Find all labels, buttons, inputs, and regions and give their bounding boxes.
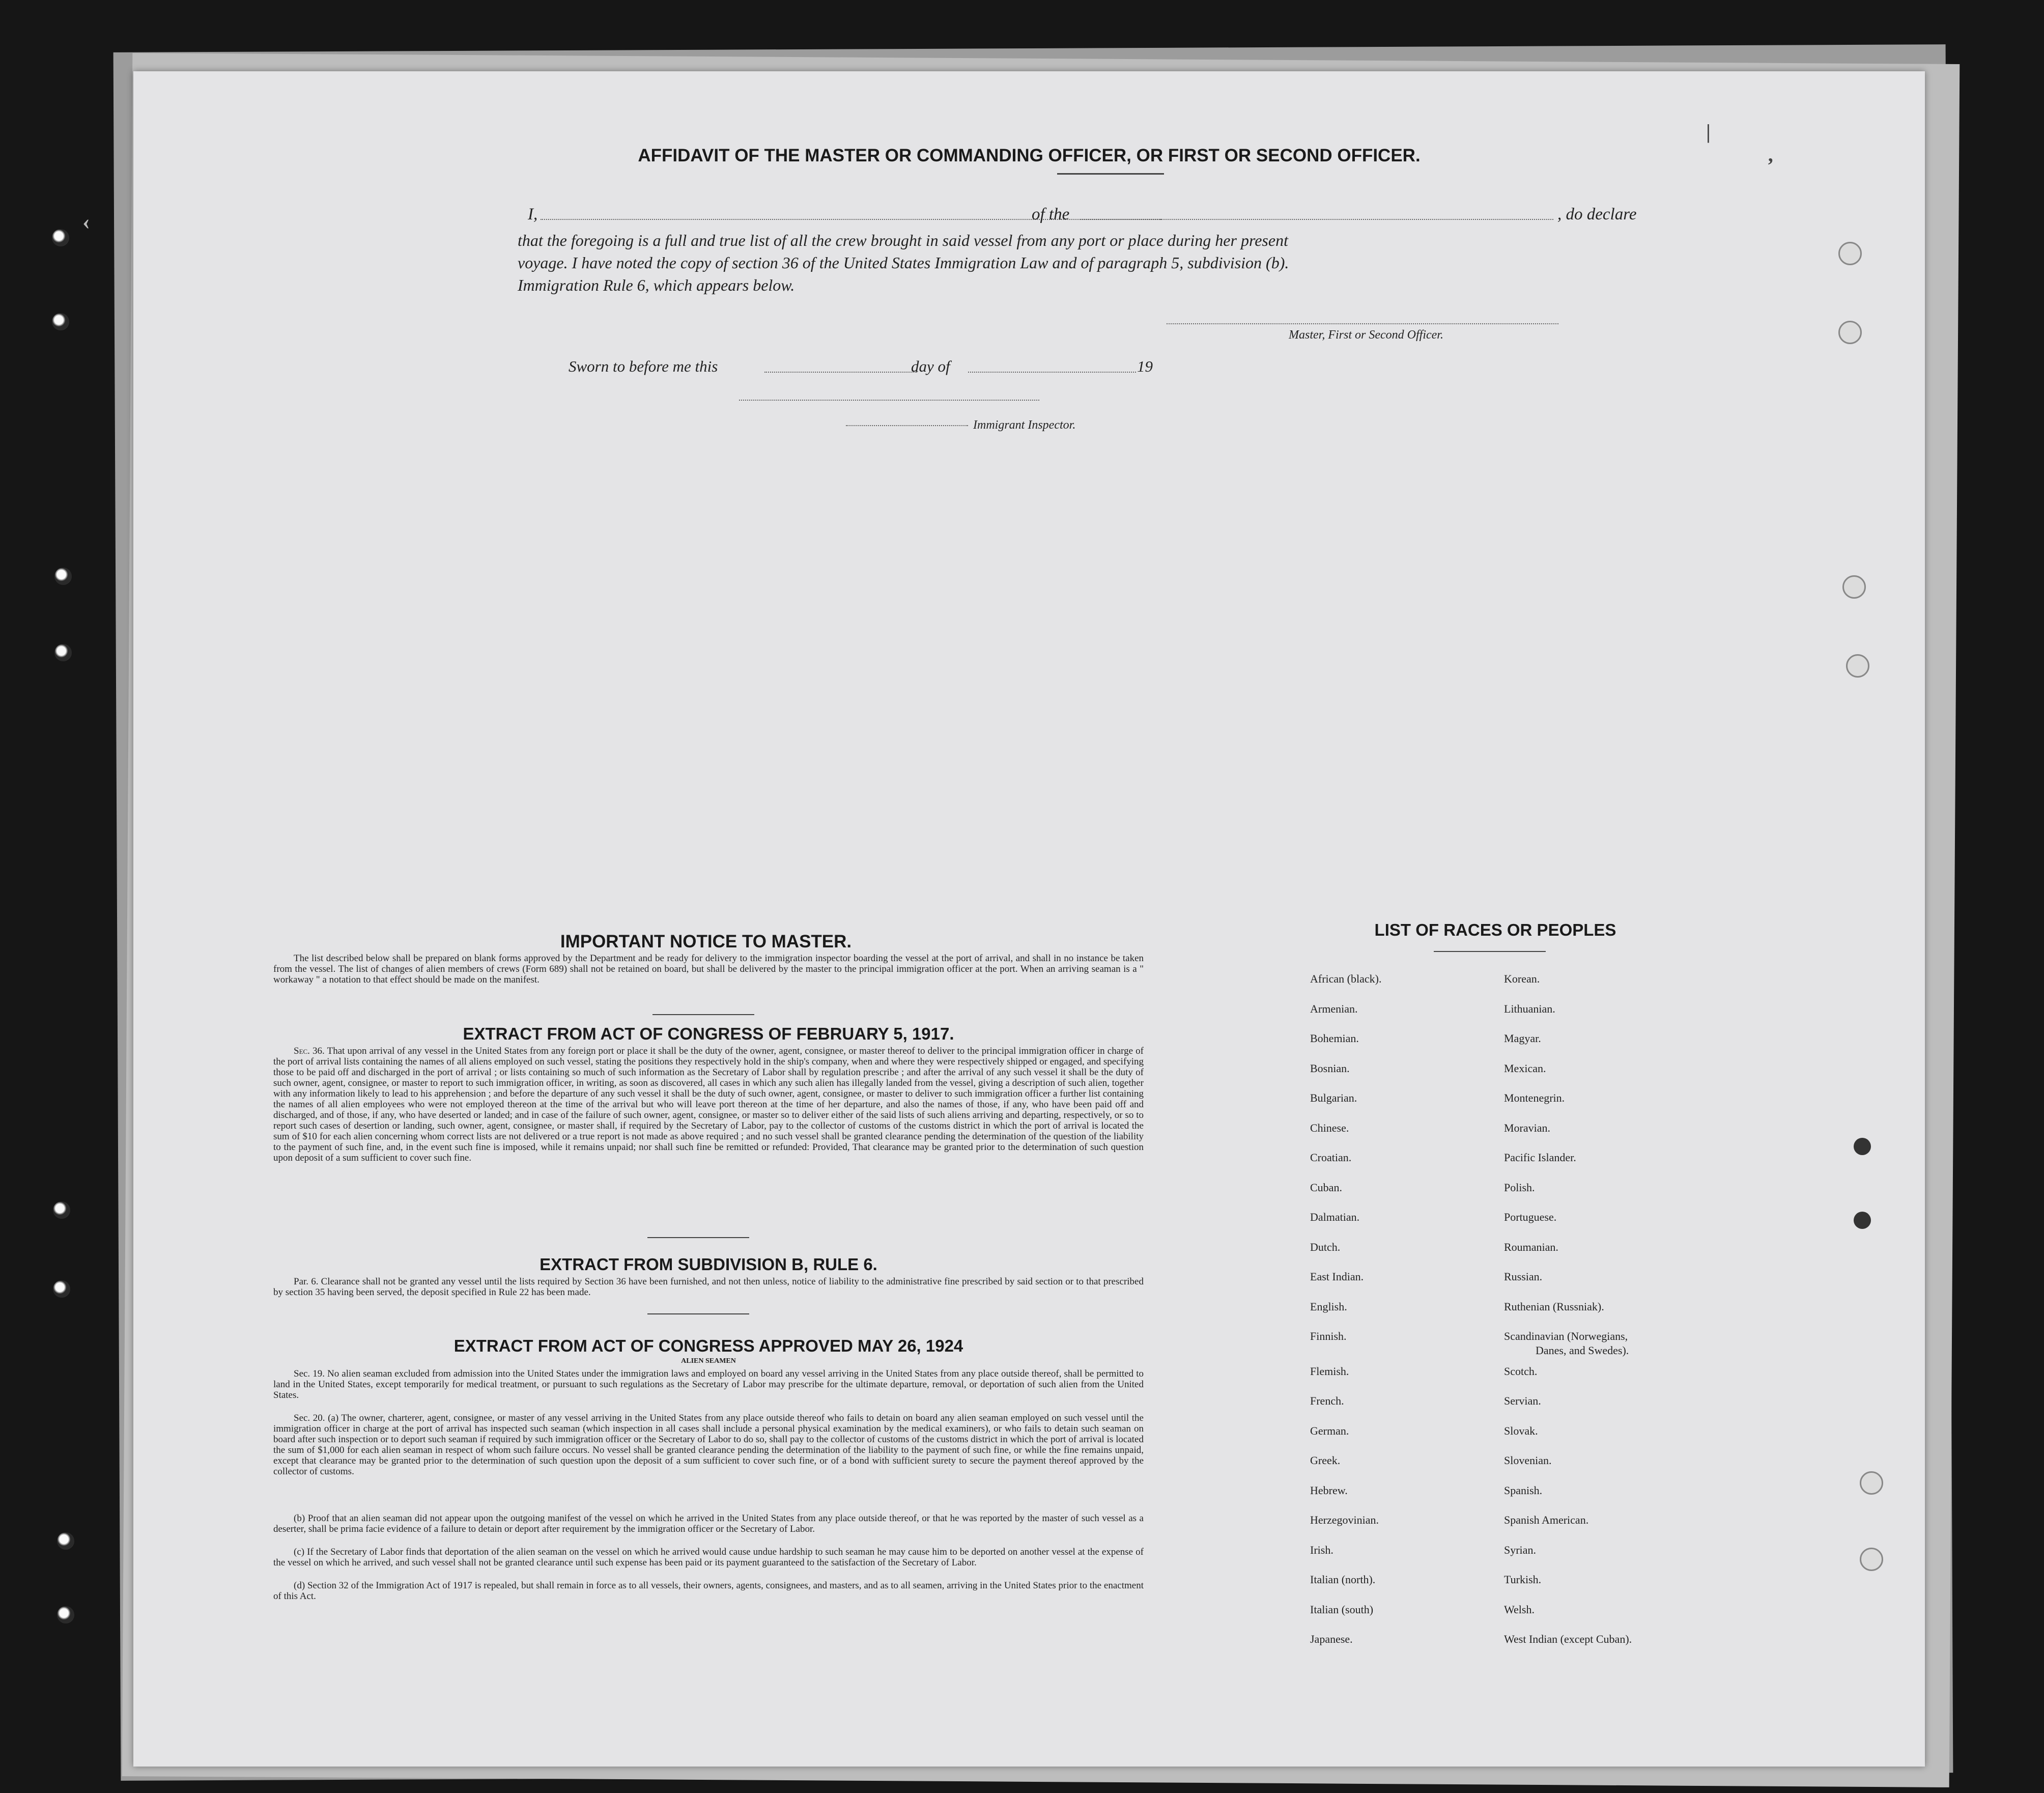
stray-mark: ‚ [1767, 143, 1774, 166]
race-item: Croatian. [1310, 1151, 1352, 1164]
inspector-name-blank[interactable] [846, 425, 968, 426]
punch-hole [57, 1532, 74, 1550]
race-item: German. [1310, 1424, 1349, 1437]
punch-hole [53, 1280, 70, 1298]
stray-mark: | [1706, 120, 1711, 143]
day-of-label: day of [911, 357, 950, 375]
race-item: Bosnian. [1310, 1061, 1350, 1075]
race-item: Syrian. [1504, 1543, 1536, 1556]
extract-1917-text [273, 1046, 1144, 1163]
race-item: Japanese. [1310, 1633, 1353, 1645]
race-item: East Indian. [1310, 1270, 1364, 1283]
punch-hole [52, 229, 69, 246]
affidavit-title: AFFIDAVIT OF THE MASTER OR COMMANDING OFFICER, OR FIRST OR SECOND OFFICER. [638, 146, 1421, 165]
sec-20d-text: (d) Section 32 of the Immigration Act of 1917 is repealed, but shall remain in force as to all vessels, their owners, agents, consignees, and masters, and as to all seamen, arriving in the United States prior to the enactment of this Act. [273, 1580, 1144, 1602]
races-rule [1434, 951, 1546, 952]
race-item: Finnish. [1310, 1330, 1347, 1342]
race-item: Turkish. [1504, 1573, 1542, 1586]
race-item: West Indian (except Cuban). [1504, 1633, 1632, 1645]
race-item: African (black). [1310, 972, 1382, 985]
race-item: Herzegovinian. [1310, 1514, 1379, 1526]
race-item: Italian (north). [1310, 1573, 1376, 1586]
extract-1924-subtitle: ALIEN SEAMEN [681, 1357, 736, 1365]
race-item: Chinese. [1310, 1121, 1349, 1134]
sec-20a-text: Sec. 20. (a) The owner, charterer, agent, consignee, or master of any vessel arriving in the United States from any place outside thereof who fails to detain on board any alien seaman employed on such vessel until the immigration officer in charge at the port of arrival has inspected such seaman (which inspection in all cases shall include a personal physical examination by the medical examiners), or who fails to detain such seaman on board after such inspection or to deport such seaman if required by such immigration officer or the Secretary of Labor to do so, shall pay to the collector of customs of the customs district in which the port of arrival is located the sum of $1,000 for each alien seaman in respect of whom such failure occurs. No vessel shall be granted clearance pending the determination of the liability to the payment of such fine, or while the fine remains unpaid, except that clearance may be granted prior to the determination of such question upon the deposit of a sum sufficient to cover such fine, or of a bond with sufficient surety to secure the payment thereof approved by the collector of customs. [273, 1413, 1144, 1477]
race-item: Spanish. [1504, 1483, 1543, 1497]
race-item: Italian (south) [1310, 1603, 1374, 1616]
race-item: Welsh. [1504, 1603, 1535, 1616]
sec-20b-text: (b) Proof that an alien seaman did not appear upon the outgoing manifest of the vessel on which he arrived in the United States from any place outside thereof, or that he was reported by the master of such vessel as a deserter, shall be prima facie evidence of a failure to detain or deport after requirement by the immigration officer or the Secretary of Labor. [273, 1513, 1144, 1534]
race-item: Lithuanian. [1504, 1002, 1555, 1015]
affidavit-do-declare-label: , do declare [1557, 205, 1637, 223]
race-item: Bulgarian. [1310, 1091, 1357, 1104]
sworn-day-blank[interactable] [764, 372, 917, 373]
race-item: Greek. [1310, 1454, 1341, 1467]
sworn-label: Sworn to before me this [569, 357, 718, 375]
vessel-blank[interactable] [1080, 219, 1553, 220]
section-rule [647, 1237, 749, 1238]
race-item: Armenian. [1310, 1002, 1358, 1015]
race-item: Montenegrin. [1504, 1091, 1565, 1104]
section-rule [647, 1313, 749, 1314]
affidavit-of-the-label: of the [1032, 205, 1070, 223]
sec-36-body: That upon arrival of any vessel in the United States from any foreign port or place it shall be the duty of the owner, agent, consignee, or master thereof to deliver to the principal immigration officer in charge of the port of arrival lists containing the names of all aliens employed on such vessel, stating the positions they respectively hold in the ship's company, when and where they were respectively shipped or engaged, and specifying those to be paid off and discharged in the port of arrival ; or lists containing so much of such information as the Secretary of Labor shall by regulation prescribe ; and after the arrival of any such vessel it shall be the duty of such owner, agent, consignee, or master to report to such immigration officer, in writing, as soon as discovered, all cases in which any such alien has illegally landed from the vessel, giving a description of such alien, together with any information likely to lead to his apprehension ; and before the departure of any such vessel it shall be the duty of such owner, agent, consignee, or master to deliver to such immigration officer a further list containing the names of all alien employees who were not employed thereon at the time of the arrival but who will leave port thereon at the time of her departure, and also the names of those, if any, who have been paid off and discharged, and of those, if any, who have deserted or landed; and in case of the failure of such owner, agent, consignee, or master so to deliver either of the said lists of such aliens arriving and departing, respectively, or so to report such cases of desertion or landing, such owner, agent, consignee, or master shall, if required by the Secretary of Labor, pay to the collector of customs of the customs district in which the port of arrival is located the sum of $10 for each alien concerning whom correct lists are not delivered or a true report is not made as above required ; and no such vessel shall be granted clearance pending the determination of the question of the liability to the payment of such fine, and, in the event such fine is imposed, while it remains unpaid; nor shall such fine be remitted or refunded: Provided, That clearance may be granted prior to the determination of such question upon deposit of a sum sufficient to cover such fine. [273, 1046, 1144, 1163]
races-title: LIST OF RACES OR PEOPLES [1374, 920, 1616, 939]
race-item: Magyar. [1504, 1032, 1541, 1045]
punch-hole [1842, 575, 1866, 599]
race-item: Spanish American. [1504, 1514, 1589, 1526]
race-item-continuation: Danes, and Swedes). [1536, 1344, 1629, 1357]
manifest-page [82, 71, 1925, 1767]
affidavit-line-1: that the foregoing is a full and true list of all the crew brought in said vessel from any port or place during her present [518, 231, 1288, 249]
extract-1924-title: EXTRACT FROM ACT OF CONGRESS APPROVED MAY 26, 1924 [453, 1336, 963, 1355]
notice-title: IMPORTANT NOTICE TO MASTER. [560, 932, 852, 951]
race-item: Dalmatian. [1310, 1211, 1360, 1223]
race-item: Flemish. [1310, 1364, 1349, 1378]
race-item: Scandinavian (Norwegians, [1504, 1330, 1628, 1342]
signer-label: Master, First or Second Officer. [1289, 328, 1443, 342]
race-item: Pacific Islander. [1504, 1151, 1576, 1164]
punch-hole [1846, 654, 1869, 678]
extract-rule6-title: EXTRACT FROM SUBDIVISION B, RULE 6. [540, 1255, 877, 1274]
punch-hole [52, 313, 69, 330]
sec-36-label: Sec. 36. [294, 1046, 325, 1056]
punch-hole [53, 1201, 70, 1219]
sec-20c-text: (c) If the Secretary of Labor finds that deportation of the alien seaman on the vessel on which he arrived would cause undue hardship to such seaman he may cause him to be deported on another vessel at the expense of the vessel on which he arrived, and such vessel shall not be granted clearance until such expense has been paid or its payment guaranteed to the satisfaction of the Secretary of Labor. [273, 1547, 1144, 1568]
race-item: Bohemian. [1310, 1032, 1359, 1045]
inspector-label: Immigrant Inspector. [973, 418, 1076, 432]
race-item: English. [1310, 1300, 1347, 1313]
race-item: Hebrew. [1310, 1483, 1348, 1497]
race-item: Mexican. [1504, 1061, 1546, 1075]
signature-blank[interactable] [1167, 323, 1558, 324]
punch-hole [1860, 1548, 1883, 1571]
race-item: Scotch. [1504, 1364, 1538, 1378]
sworn-month-blank[interactable] [968, 372, 1136, 373]
stray-mark: ‹ [82, 209, 90, 234]
title-rule [1057, 173, 1164, 175]
affidavit-line-3: Immigration Rule 6, which appears below. [518, 276, 795, 294]
race-item: French. [1310, 1394, 1344, 1407]
section-rule [652, 1014, 754, 1015]
race-item: Portuguese. [1504, 1211, 1557, 1223]
affidavit-i-label: I, [528, 205, 538, 223]
punch-hole [1838, 242, 1862, 265]
year-label: 19 [1137, 357, 1153, 375]
affidavit-line-2: voyage. I have noted the copy of section 36 of the United States Immigration Law and of paragraph 5, subdivision (b). [518, 254, 1289, 272]
sec-19-text: Sec. 19. No alien seaman excluded from admission into the United States under the immigration laws and employed on board any vessel arriving in the United States from any place outside thereof, shall be permitted to land in the United States, except temporarily for medical treatment, or pursuant to such regulations as the Secretary of Labor may prescribe for the ultimate departure, removal, or deportation of such alien from the United States. [273, 1368, 1144, 1400]
punch-hole [57, 1606, 74, 1623]
race-item: Korean. [1504, 972, 1540, 985]
race-item: Slovenian. [1504, 1454, 1552, 1467]
race-item: Moravian. [1504, 1121, 1551, 1134]
race-item: Ruthenian (Russniak). [1504, 1300, 1604, 1313]
punch-hole [54, 568, 72, 585]
punch-hole [1860, 1471, 1883, 1495]
punch-hole [54, 644, 72, 661]
race-item: Cuban. [1310, 1181, 1342, 1194]
punch-hole [1854, 1212, 1871, 1229]
inspector-signature-blank[interactable] [739, 400, 1039, 401]
punch-hole [1854, 1138, 1871, 1155]
race-item: Irish. [1310, 1543, 1333, 1556]
race-item: Polish. [1504, 1181, 1535, 1194]
punch-hole [1838, 321, 1862, 344]
race-item: Roumanian. [1504, 1240, 1558, 1253]
notice-text: The list described below shall be prepared on blank forms approved by the Department and be ready for delivery to the immigration inspector boarding the vessel at the port of arrival, and shall in no instance be taken from the vessel. The list of changes of alien members of crews (Form 689) shall not be retained on board, but shall be delivered by the master to the principal immigration officer at the port. When an arriving seaman is a " workaway " a notation to that effect should be made on the manifest. [273, 953, 1144, 985]
race-item: Dutch. [1310, 1240, 1341, 1253]
extract-rule6-text: Par. 6. Clearance shall not be granted any vessel until the lists required by Section 36 have been furnished, and not then unless, notice of liability to the administrative fine prescribed by said section or to that prescribed by section 35 having been served, the deposit specified in Rule 22 has been made. [273, 1276, 1144, 1298]
race-item: Slovak. [1504, 1424, 1538, 1437]
extract-1917-title: EXTRACT FROM ACT OF CONGRESS OF FEBRUARY 5, 1917. [463, 1024, 954, 1043]
race-item: Servian. [1504, 1394, 1541, 1407]
race-item: Russian. [1504, 1270, 1543, 1283]
